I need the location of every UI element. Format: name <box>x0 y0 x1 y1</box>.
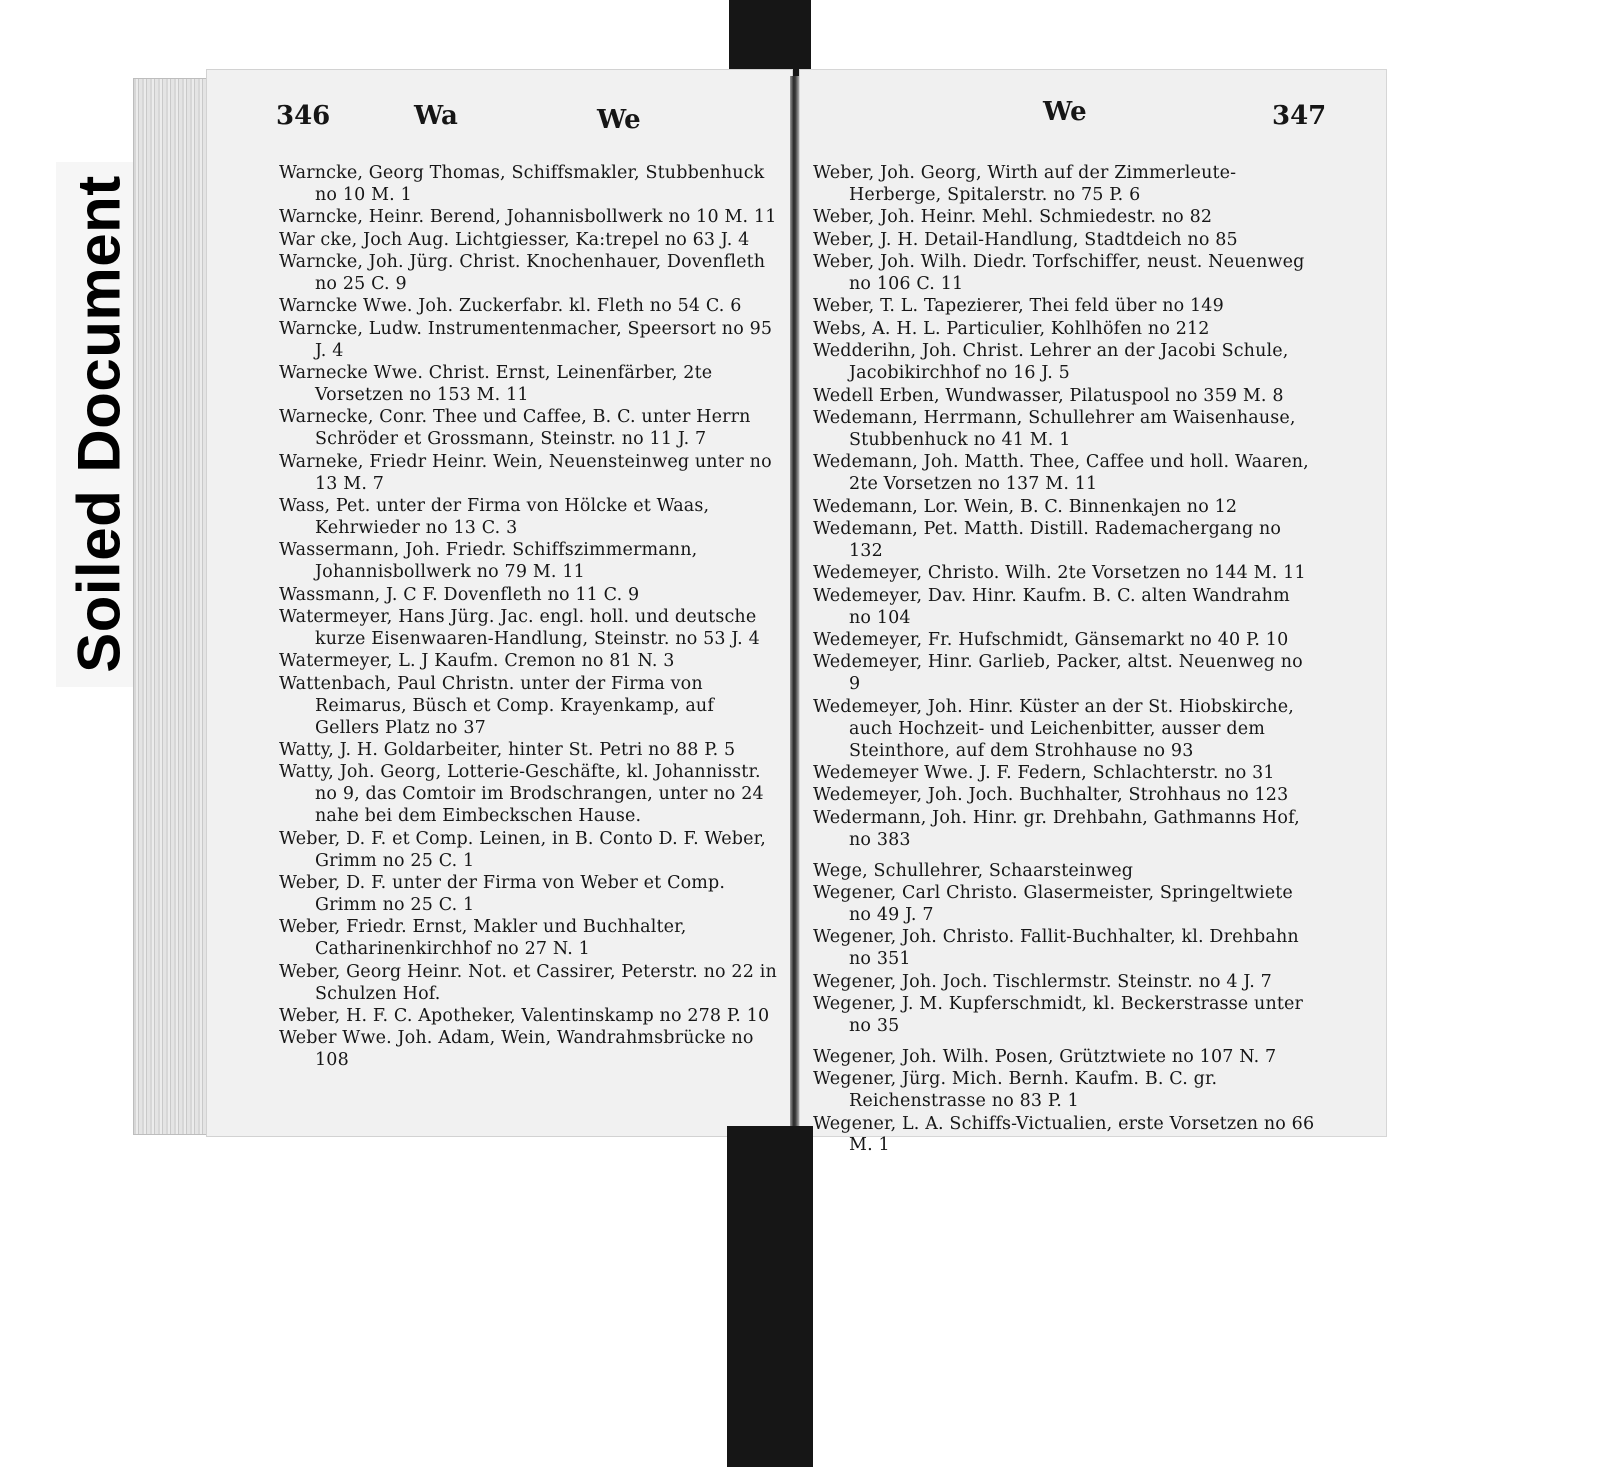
directory-entry: Wedemeyer, Joh. Hinr. Küster an der St. Hiobskirche, auch Hochzeit- und Leichenbitter, ausser dem Steinthore, auf dem Strohhause no 93 <box>813 696 1294 761</box>
directory-entry: Wedemann, Pet. Matth. Distill. Rademachergang no 132 <box>813 519 1282 561</box>
directory-entry: Weber, D. F. et Comp. Leinen, in B. Conto D. F. Weber, Grimm no 25 C. 1 <box>279 828 766 871</box>
page-stack-edge <box>133 78 215 1135</box>
directory-entry: Watermeyer, L. J Kaufm. Cremon no 81 N. 3 <box>279 651 675 672</box>
left-entries <box>279 163 779 1073</box>
directory-entry: Wegener, J. M. Kupferschmidt, kl. Beckerstrasse unter no 35 <box>813 994 1304 1036</box>
directory-entry: Weber, D. F. unter der Firma von Weber et Comp. Grimm no 25 C. 1 <box>279 873 726 915</box>
soiled-document-label <box>56 162 143 687</box>
directory-entry: Wedemann, Herrmann, Schullehrer am Waisenhause, Stubbenhuck no 41 M. 1 <box>813 407 1296 450</box>
soiled-document-text: Soiled Document <box>65 175 133 673</box>
directory-entry: Wedemeyer Wwe. J. F. Federn, Schlachterstr. no 31 <box>813 762 1275 783</box>
directory-entry: Weber, J. H. Detail-Handlung, Stadtdeich no 85 <box>813 229 1238 250</box>
directory-entry: Watty, J. H. Goldarbeiter, hinter St. Petri no 88 P. 5 <box>279 740 736 761</box>
scan-binding-bottom <box>727 1126 813 1467</box>
directory-entry: Wedemeyer, Christo. Wilh. 2te Vorsetzen no 144 M. 11 <box>813 563 1306 584</box>
directory-entry: Webs, A. H. L. Particulier, Kohlhöfen no 212 <box>813 318 1210 339</box>
scan-binding-top <box>729 0 811 76</box>
directory-entry: Wegener, Joh. Christo. Fallit-Buchhalter, kl. Drehbahn no 351 <box>813 927 1299 970</box>
left-page-number: 346 <box>276 101 331 131</box>
directory-entry: Warncke, Ludw. Instrumentenmacher, Speersort no 95 J. 4 <box>279 318 773 361</box>
directory-entry: Weber, T. L. Tapezierer, Thei feld über no 149 <box>813 296 1224 317</box>
directory-entry: Weber, Joh. Georg, Wirth auf der Zimmerleute-Herberge, Spitalerstr. no 75 P. 6 <box>813 163 1237 205</box>
directory-entry: Weber, Georg Heinr. Not. et Cassirer, Peterstr. no 22 in Schulzen Hof. <box>279 961 777 1004</box>
directory-entry: Weber, Joh. Wilh. Diedr. Torfschiffer, neust. Neuenweg no 106 C. 11 <box>813 252 1305 295</box>
directory-entry: Warncke, Georg Thomas, Schiffsmakler, Stubbenhuck no 10 M. 1 <box>279 163 765 205</box>
directory-entry: Weber, H. F. C. Apotheker, Valentinskamp no 278 P. 10 <box>279 1005 770 1026</box>
directory-entry: Weber, Friedr. Ernst, Makler und Buchhalter, Catharinenkirchhof no 27 N. 1 <box>279 917 687 960</box>
directory-entry: Wedderihn, Joh. Christ. Lehrer an der Jacobi Schule, Jacobikirchhof no 16 J. 5 <box>813 341 1289 384</box>
directory-entry: Wedemann, Lor. Wein, B. C. Binnenkajen no 12 <box>813 496 1238 517</box>
directory-entry: Watermeyer, Hans Jürg. Jac. engl. holl. und deutsche kurze Eisenwaaren-Handlung, Steinstr. no 53 J. 4 <box>279 607 760 650</box>
left-heading-wa: Wa <box>414 101 458 131</box>
directory-entry: Wedemeyer, Joh. Joch. Buchhalter, Strohhaus no 123 <box>813 785 1289 806</box>
directory-entry: Warnecke, Conr. Thee und Caffee, B. C. unter Herrn Schröder et Grossmann, Steinstr. no 11 J. 7 <box>279 407 751 450</box>
directory-entry: Wattenbach, Paul Christn. unter der Firma von Reimarus, Büsch et Comp. Krayenkamp, auf Gellers Platz no 37 <box>279 673 714 738</box>
directory-entry: Wegener, Joh. Wilh. Posen, Grütztwiete no 107 N. 7 <box>813 1046 1277 1067</box>
directory-entry: Wegener, Joh. Joch. Tischlermstr. Steinstr. no 4 J. 7 <box>813 971 1272 992</box>
directory-entry: Weber, Joh. Heinr. Mehl. Schmiedestr. no 82 <box>813 207 1213 228</box>
directory-entry: Wegener, L. A. Schiffs-Victualien, erste Vorsetzen no 66 M. 1 <box>813 1113 1315 1156</box>
right-heading-we: We <box>1043 97 1087 127</box>
directory-entry: Wedell Erben, Wundwasser, Pilatuspool no 359 M. 8 <box>813 385 1284 406</box>
directory-entry: Wegener, Carl Christo. Glasermeister, Springeltwiete no 49 J. 7 <box>813 883 1293 925</box>
directory-entry: War cke, Joch Aug. Lichtgiesser, Ka:trepel no 63 J. 4 <box>279 229 750 250</box>
directory-entry: Warneke, Friedr Heinr. Wein, Neuensteinweg unter no 13 M. 7 <box>279 451 772 494</box>
right-entries <box>813 163 1316 1158</box>
directory-entry: Wegener, Jürg. Mich. Bernh. Kaufm. B. C. gr. Reichenstrasse no 83 P. 1 <box>813 1069 1218 1112</box>
directory-entry: Wedermann, Joh. Hinr. gr. Drehbahn, Gathmanns Hof, no 383 <box>813 807 1300 850</box>
directory-entry: Watty, Joh. Georg, Lotterie-Geschäfte, kl. Johannisstr. no 9, das Comtoir im Brodschrangen, unter no 24 nahe bei dem Eimbeckschen Hause. <box>279 762 764 827</box>
directory-entry: Wedemeyer, Dav. Hinr. Kaufm. B. C. alten Wandrahm no 104 <box>813 585 1290 628</box>
directory-entry: Weber Wwe. Joh. Adam, Wein, Wandrahmsbrücke no 108 <box>279 1028 754 1071</box>
directory-entry: Wass, Pet. unter der Firma von Hölcke et Waas, Kehrwieder no 13 C. 3 <box>279 496 710 538</box>
directory-entry: Wassmann, J. C F. Dovenfleth no 11 C. 9 <box>279 584 640 605</box>
book-gutter <box>790 76 799 1126</box>
directory-entry: Wedemeyer, Hinr. Garlieb, Packer, altst. Neuenweg no 9 <box>813 652 1303 695</box>
directory-entry: Wedemeyer, Fr. Hufschmidt, Gänsemarkt no 40 P. 10 <box>813 630 1289 651</box>
directory-entry: Warncke Wwe. Joh. Zuckerfabr. kl. Fleth no 54 C. 6 <box>279 296 742 317</box>
directory-entry: Warncke, Heinr. Berend, Johannisbollwerk no 10 M. 11 <box>279 207 777 228</box>
directory-entry: Wedemann, Joh. Matth. Thee, Caffee und holl. Waaren, 2te Vorsetzen no 137 M. 11 <box>813 452 1309 495</box>
right-page-number: 347 <box>1272 101 1327 131</box>
directory-entry: Warnecke Wwe. Christ. Ernst, Leinenfärber, 2te Vorsetzen no 153 M. 11 <box>279 363 713 406</box>
directory-entry: Wassermann, Joh. Friedr. Schiffszimmermann, Johannisbollwerk no 79 M. 11 <box>279 540 698 583</box>
directory-entry: Wege, Schullehrer, Schaarsteinweg <box>813 860 1134 881</box>
directory-entry: Warncke, Joh. Jürg. Christ. Knochenhauer, Dovenfleth no 25 C. 9 <box>279 252 766 295</box>
left-heading-we: We <box>597 105 641 135</box>
